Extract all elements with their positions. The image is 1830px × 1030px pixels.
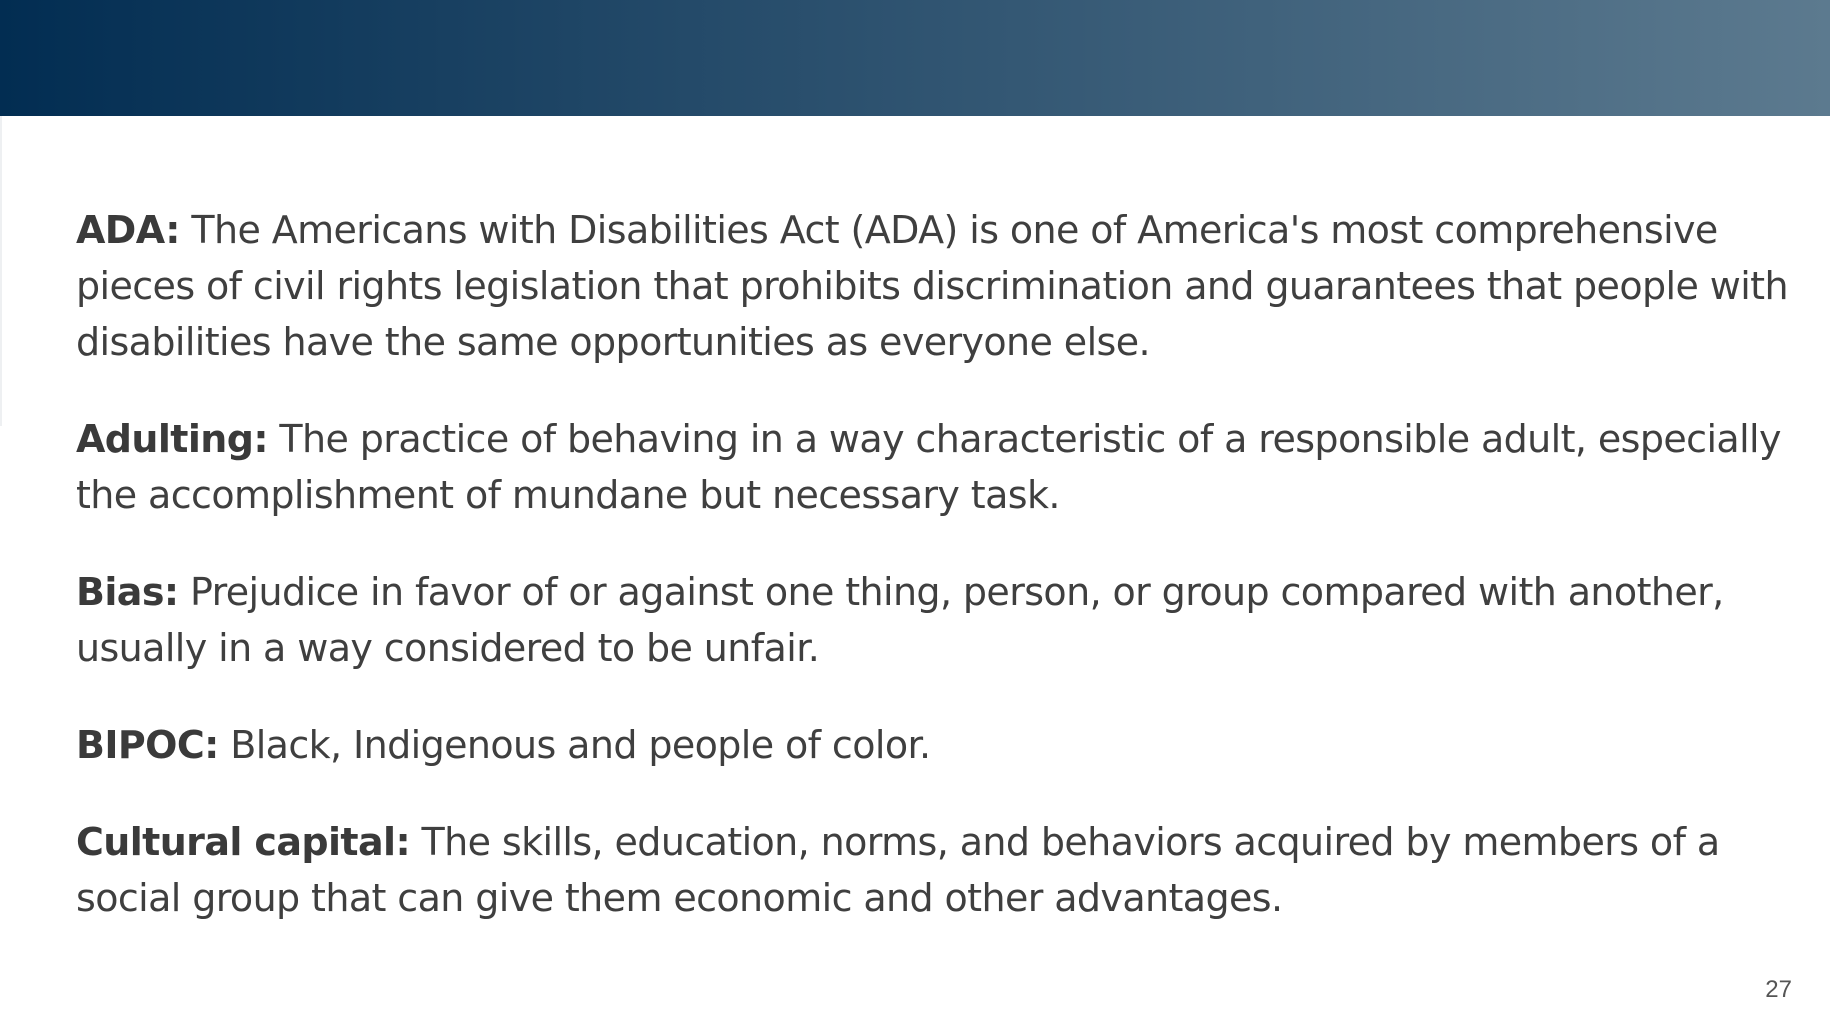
glossary-entry-bias: [76, 564, 1796, 676]
glossary-term: Adulting:: [76, 417, 268, 461]
glossary-definition: Prejudice in favor of or against one thing, person, or group compared with another, usually in a way considered to be unfair.: [76, 570, 1724, 670]
glossary-term: ADA:: [76, 208, 180, 252]
glossary-term: BIPOC:: [76, 723, 219, 767]
glossary-entry-bipoc: [76, 717, 1796, 773]
left-edge-divider: [0, 116, 2, 426]
glossary-entry-adulting: [76, 411, 1796, 523]
glossary-definition: Black, Indigenous and people of color.: [230, 723, 931, 767]
glossary-term: Bias:: [76, 570, 179, 614]
header-banner: [0, 0, 1830, 116]
glossary-definition: The skills, education, norms, and behaviors acquired by members of a social group that can give them economic and other advantages.: [76, 820, 1720, 920]
glossary-entry-cultural-capital: [76, 814, 1796, 926]
page-number: 27: [1765, 976, 1792, 1003]
glossary-list: [76, 202, 1796, 967]
glossary-term: Cultural capital:: [76, 820, 411, 864]
glossary-definition: The Americans with Disabilities Act (ADA) is one of America's most comprehensive pieces of civil rights legislation that prohibits discrimination and guarantees that people with disabilities have the same opportunities as everyone else.: [76, 208, 1788, 364]
glossary-definition: The practice of behaving in a way characteristic of a responsible adult, especially the accomplishment of mundane but necessary task.: [76, 417, 1781, 517]
glossary-entry-ada: [76, 202, 1796, 370]
